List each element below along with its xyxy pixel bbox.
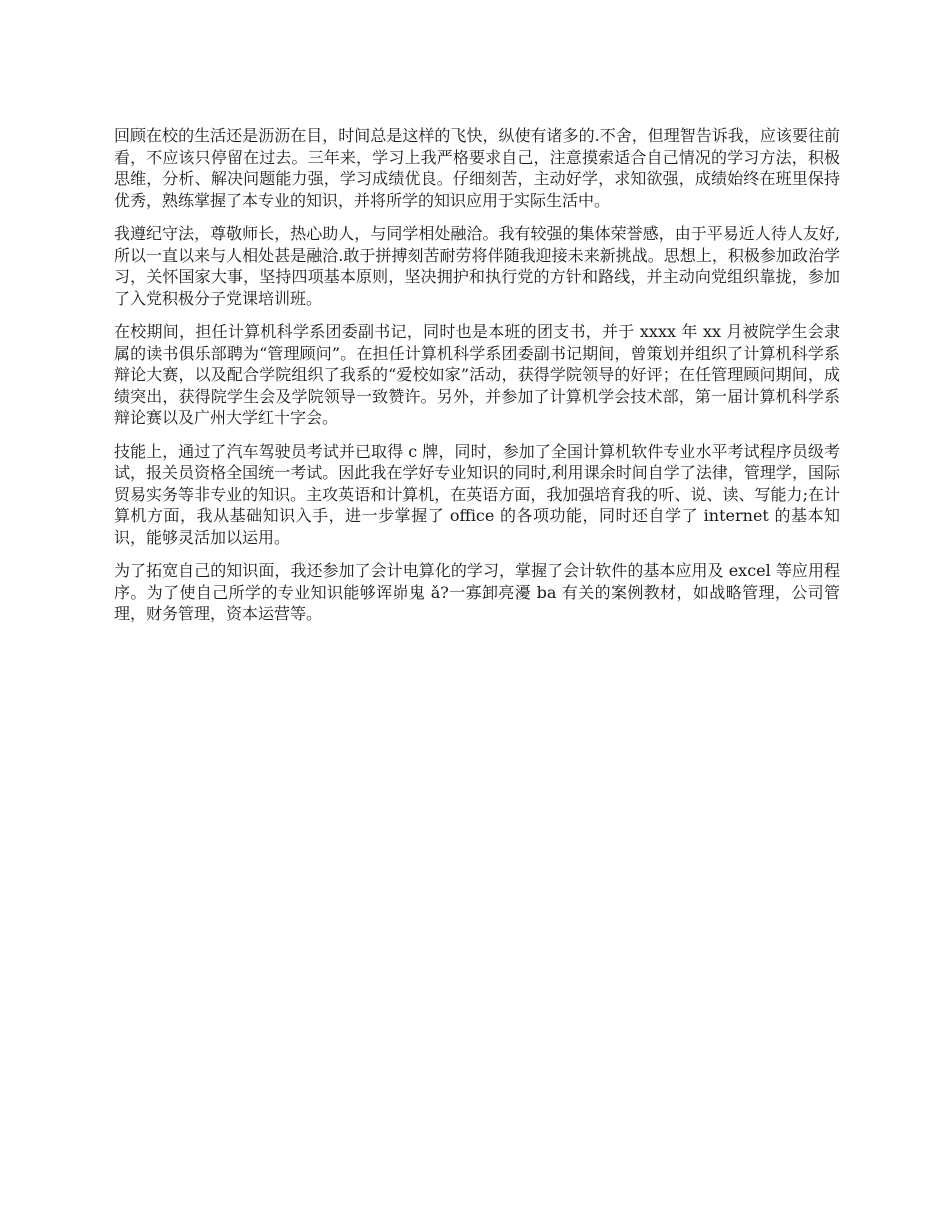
document-body [114, 125, 840, 637]
paragraph-knowledge: 为了拓宽自己的知识面，我还参加了会计电算化的学习，掌握了会计软件的基本应用及 excel 等应用程序。为了使自己所学的专业知识能够诨峁鬼 ǎ?一寡卸亮瀀 ba 有关的案例教材，如战略管理，公司管理，财务管理，资本运营等。 [114, 561, 840, 623]
paragraph-campus-roles: 在校期间，担任计算机科学系团委副书记，同时也是本班的团支书，并于 xxxx 年 xx 月被院学生会隶属的读书俱乐部聘为“管理顾问”。在担任计算机科学系团委副书记期间，曾策划并组织了计算机科学系辩论大赛，以及配合学院组织了我系的“爱校如家”活动，获得学院领导的好评；在任管理顾问期间，成绩突出，获得院学生会及学院领导一致赞许。另外，并参加了计算机学会技术部，第一届计算机科学系辩论赛以及广州大学红十字会。 [114, 322, 840, 427]
paragraph-conduct: 我遵纪守法，尊敬师长，热心助人，与同学相处融洽。我有较强的集体荣誉感，由于平易近人待人友好,所以一直以来与人相处甚是融洽.敢于拼搏刻苦耐劳将伴随我迎接未来新挑战。思想上，积极参加政治学习，关怀国家大事，坚持四项基本原则，坚决拥护和执行党的方针和路线，并主动向党组织靠拢，参加了入党积极分子党课培训班。 [114, 224, 840, 308]
paragraph-skills: 技能上，通过了汽车驾驶员考试并已取得 c 牌，同时，参加了全国计算机软件专业水平考试程序员级考试，报关员资格全国统一考试。因此我在学好专业知识的同时,利用课余时间自学了法律，管理学，国际贸易实务等非专业的知识。主攻英语和计算机，在英语方面，我加强培育我的听、说、读、写能力;在计算机方面，我从基础知识入手，进一步掌握了 office 的各项功能，同时还自学了 internet 的基本知识，能够灵活加以运用。 [114, 441, 840, 547]
paragraph-review: 回顾在校的生活还是沥沥在目，时间总是这样的飞快，纵使有诸多的.不舍，但理智告诉我，应该要往前看，不应该只停留在过去。三年来，学习上我严格要求自己，注意摸索适合自己情况的学习方法，积极思维，分析、解决问题能力强，学习成绩优良。仔细刻苦，主动好学，求知欲强，成绩始终在班里保持优秀，熟练掌握了本专业的知识，并将所学的知识应用于实际生活中。 [114, 126, 840, 210]
